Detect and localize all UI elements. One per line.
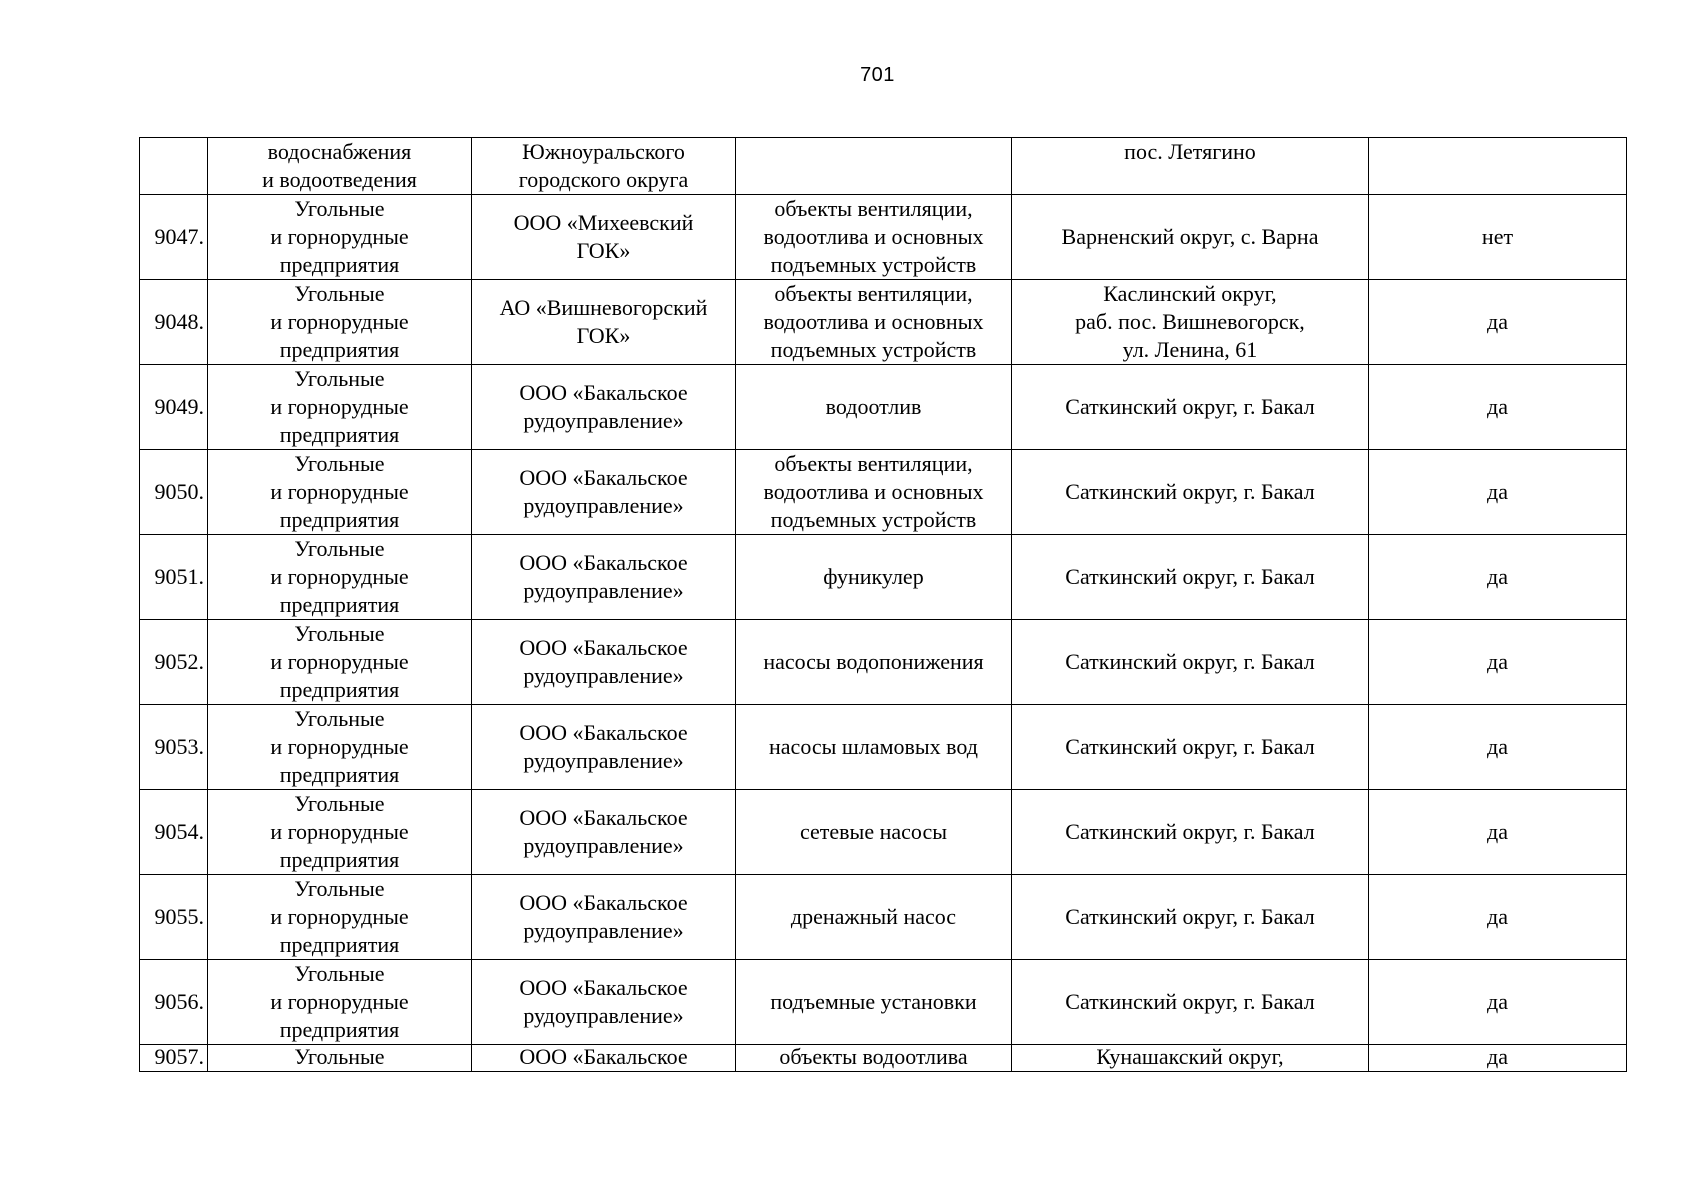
cell-flag: да [1369,875,1627,960]
cell-organization [472,365,736,450]
cell-line: ООО «Бакальское [519,890,688,915]
cell-category [208,790,472,875]
cell-line: ООО «Бакальское [519,720,688,745]
cell-line: ООО «Михеевский [513,210,694,235]
cell-line: ГОК» [576,238,631,263]
cell-line: ГОК» [576,323,631,348]
table-row [140,280,1627,365]
cell-line: рудоуправление» [523,408,684,433]
cell-line: Южноуральского [522,139,685,164]
cell-location [1012,790,1369,875]
cell-number: 9053. [140,705,208,790]
continuation-row [140,138,1627,195]
cell-number: 9048. [140,280,208,365]
cell-line: Угольные [294,876,385,901]
cell-line: и горнорудные [270,394,409,419]
cell-line: Саткинский округ, г. Бакал [1065,904,1315,929]
cell-object [736,875,1012,960]
cell-location [1012,1045,1369,1072]
cell-line: Угольные [294,451,385,476]
cell-organization [472,535,736,620]
cell-line: Саткинский округ, г. Бакал [1065,394,1315,419]
cell-location [1012,875,1369,960]
cell-line: сетевые насосы [799,819,947,844]
cell-organization [472,790,736,875]
cell-organization [472,620,736,705]
cell-number: 9050. [140,450,208,535]
cell-line: ООО «Бакальское [519,975,688,1000]
cell-line: Угольные [294,961,385,986]
cell-object [736,195,1012,280]
cell-category [208,705,472,790]
cell-line: предприятия [279,677,400,702]
cell-flag: да [1369,1045,1627,1072]
cell-line: Саткинский округ, г. Бакал [1065,819,1315,844]
cell-line: Саткинский округ, г. Бакал [1065,734,1315,759]
cell-number: 9055. [140,875,208,960]
cell-category [208,450,472,535]
cell-location [1012,138,1369,195]
cell-number: 9056. [140,960,208,1045]
cell-location [1012,620,1369,705]
cell-organization [472,705,736,790]
cell-organization [472,875,736,960]
cell-flag: да [1369,960,1627,1045]
cell-line: ул. Ленина, 61 [1122,337,1258,362]
table-row [140,620,1627,705]
cell-line: Саткинский округ, г. Бакал [1065,989,1315,1014]
cell-location [1012,705,1369,790]
cell-line: ООО «Бакальское [519,1044,688,1069]
cell-line: Саткинский округ, г. Бакал [1065,479,1315,504]
table-row [140,195,1627,280]
cell-line: Угольные [294,706,385,731]
cell-object [736,790,1012,875]
cell-line: и горнорудные [270,904,409,929]
cell-category [208,1045,472,1072]
cell-line: АО «Вишневогорский [499,295,708,320]
cell-flag [1369,138,1627,195]
cell-location [1012,450,1369,535]
cell-line: водоотлива и основных [763,224,984,249]
cell-line: ООО «Бакальское [519,635,688,660]
cell-line: предприятия [279,762,400,787]
cell-line: водоотлива и основных [763,479,984,504]
cell-line: Угольные [294,791,385,816]
cell-object [736,535,1012,620]
cell-line: объекты водоотлива [779,1044,968,1069]
cell-line: объекты вентиляции, [774,281,973,306]
cell-location [1012,195,1369,280]
cell-line: Угольные [294,1044,385,1069]
cell-organization [472,280,736,365]
cell-category [208,365,472,450]
cell-category [208,535,472,620]
cell-organization [472,450,736,535]
cell-line: подъемных устройств [770,337,977,362]
cell-line: и горнорудные [270,479,409,504]
cell-line: предприятия [279,932,400,957]
cell-line: пос. Летягино [1124,139,1256,164]
cell-line: и горнорудные [270,989,409,1014]
cell-number: 9047. [140,195,208,280]
cell-line: водоснабжения [267,139,412,164]
cell-category [208,138,472,195]
cell-organization [472,1045,736,1072]
cell-organization [472,960,736,1045]
cell-line: предприятия [279,1017,400,1042]
table-body [140,138,1627,1072]
table-row [140,1045,1627,1072]
cell-object [736,280,1012,365]
cell-line: Угольные [294,366,385,391]
cell-line: рудоуправление» [523,493,684,518]
cell-number: 9051. [140,535,208,620]
cell-category [208,960,472,1045]
cell-line: рудоуправление» [523,748,684,773]
cell-line: городского округа [518,167,689,192]
cell-location [1012,535,1369,620]
cell-line: Угольные [294,281,385,306]
cell-line: и горнорудные [270,224,409,249]
cell-line: раб. пос. Вишневогорск, [1075,309,1305,334]
cell-line: Саткинский округ, г. Бакал [1065,649,1315,674]
cell-location [1012,365,1369,450]
cell-line: объекты вентиляции, [774,196,973,221]
cell-category [208,875,472,960]
cell-line: ООО «Бакальское [519,805,688,830]
cell-line: рудоуправление» [523,1003,684,1028]
cell-line: предприятия [279,422,400,447]
cell-line: подъемных устройств [770,507,977,532]
cell-category [208,620,472,705]
cell-line: ООО «Бакальское [519,550,688,575]
cell-line: и водоотведения [262,167,417,192]
cell-line: Саткинский округ, г. Бакал [1065,564,1315,589]
cell-location [1012,280,1369,365]
cell-flag: да [1369,790,1627,875]
cell-object [736,620,1012,705]
cell-line: и горнорудные [270,819,409,844]
cell-line: насосы шламовых вод [769,734,978,759]
cell-object [736,365,1012,450]
cell-object [736,960,1012,1045]
cell-flag: да [1369,620,1627,705]
cell-line: рудоуправление» [523,833,684,858]
table-row [140,960,1627,1045]
cell-line: Кунашакский округ, [1096,1044,1284,1069]
cell-number [140,138,208,195]
cell-category [208,195,472,280]
cell-number: 9054. [140,790,208,875]
cell-line: и горнорудные [270,734,409,759]
cell-line: и горнорудные [270,309,409,334]
document-table [139,137,1627,1072]
cell-line: подъемные установки [770,989,977,1014]
cell-line: ООО «Бакальское [519,380,688,405]
table-row [140,790,1627,875]
cell-line: предприятия [279,252,400,277]
cell-line: рудоуправление» [523,663,684,688]
cell-line: Угольные [294,621,385,646]
cell-flag: да [1369,365,1627,450]
table-row [140,450,1627,535]
cell-line: Варненский округ, с. Варна [1061,224,1319,249]
table-row [140,705,1627,790]
page-number: 701 [860,64,895,86]
cell-location [1012,960,1369,1045]
cell-line: насосы водопонижения [763,649,984,674]
cell-line: подъемных устройств [770,252,977,277]
cell-organization [472,195,736,280]
cell-line: и горнорудные [270,564,409,589]
cell-flag: да [1369,450,1627,535]
cell-line: Каслинский округ, [1103,281,1277,306]
cell-number: 9049. [140,365,208,450]
cell-line: Угольные [294,536,385,561]
cell-line: и горнорудные [270,649,409,674]
cell-line: объекты вентиляции, [774,451,973,476]
table-row [140,535,1627,620]
cell-line: рудоуправление» [523,578,684,603]
cell-line: предприятия [279,337,400,362]
cell-category [208,280,472,365]
cell-line: предприятия [279,507,400,532]
cell-object [736,705,1012,790]
cell-line: рудоуправление» [523,918,684,943]
cell-object [736,450,1012,535]
cell-line: ООО «Бакальское [519,465,688,490]
cell-flag: да [1369,280,1627,365]
cell-object [736,1045,1012,1072]
cell-line: предприятия [279,847,400,872]
cell-flag: да [1369,535,1627,620]
cell-line: водоотлива и основных [763,309,984,334]
cell-flag: да [1369,705,1627,790]
cell-line: водоотлив [825,394,922,419]
cell-line: Угольные [294,196,385,221]
cell-line: фуникулер [823,564,924,589]
cell-organization [472,138,736,195]
cell-line: дренажный насос [790,904,957,929]
cell-flag: нет [1369,195,1627,280]
table-row [140,365,1627,450]
cell-number: 9052. [140,620,208,705]
cell-object [736,138,1012,195]
cell-number: 9057. [140,1045,208,1072]
table-row [140,875,1627,960]
cell-line: предприятия [279,592,400,617]
